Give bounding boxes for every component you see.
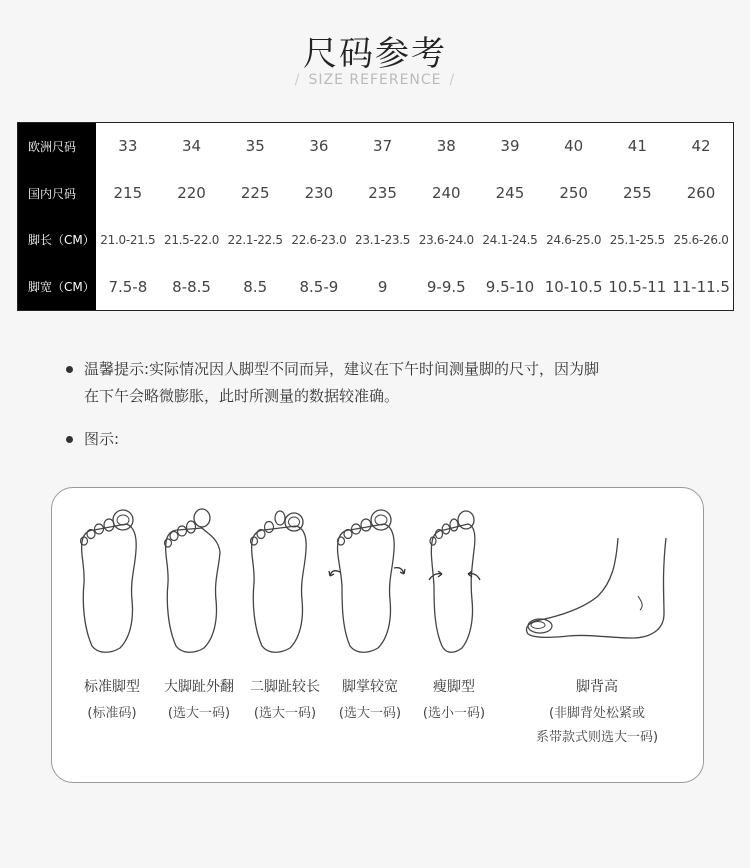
foot-type-label: 二脚趾较长: [250, 679, 320, 695]
table-cell: 230: [304, 184, 334, 203]
table-cell: 250: [559, 184, 588, 203]
table-cell: 260: [686, 184, 716, 203]
standard-foot-icon: [78, 508, 140, 654]
table-cell: 7.5-8: [108, 277, 148, 296]
warm-tip-line-1: 温馨提示:实际情况因人脚型不同而异，建议在下午时间测量脚的尺寸，因为脚: [84, 360, 600, 378]
table-cell: 10-10.5: [544, 277, 603, 296]
table-cell: 41: [627, 137, 647, 156]
row-label-length: 脚长（CM）: [28, 233, 95, 248]
table-cell: 22.6-23.0: [291, 232, 347, 247]
foot-type-advice-line-1: (非脚背处松紧或: [548, 706, 646, 721]
table-cell: 10.5-11: [608, 277, 667, 296]
subtitle-slash-left: /: [294, 72, 301, 88]
illustration-tip: [62, 426, 702, 453]
row-label-column: [18, 123, 96, 310]
subtitle-slash-right: /: [449, 72, 456, 88]
tips-section: [62, 356, 702, 453]
foot-type-advice: (选大一码): [253, 706, 317, 721]
page-subtitle: [0, 72, 750, 88]
slim-foot-icon: [424, 508, 486, 654]
foot-type-advice: (选大一码): [167, 706, 231, 721]
table-cell: 35: [245, 137, 265, 156]
foot-type-label: 脚掌较宽: [342, 679, 398, 695]
row-label-eu: 欧洲尺码: [28, 139, 77, 154]
row-width: [96, 263, 733, 310]
page-title: 尺码参考: [303, 34, 447, 74]
foot-type-advice: (选大一码): [338, 706, 402, 721]
table-cell: 23.6-24.0: [418, 232, 474, 247]
table-cell: 39: [500, 137, 520, 156]
high-instep-foot-icon: [520, 534, 670, 646]
foot-type-label: 标准脚型: [84, 679, 140, 695]
table-cell: 9-9.5: [426, 277, 466, 296]
warm-tip: [62, 356, 702, 410]
table-cell: 42: [691, 137, 711, 156]
foot-type-advice: (标准码): [87, 706, 137, 721]
foot-type-advice-line-2: 系带款式则选大一码): [535, 730, 659, 745]
table-cell: 25.6-26.0: [673, 232, 729, 247]
table-cell: 8-8.5: [172, 277, 211, 296]
table-cell: 245: [495, 184, 525, 203]
foot-type-advice: (选小一码): [422, 706, 486, 721]
row-label-cn: 国内尺码: [28, 186, 77, 201]
table-cell: 38: [436, 137, 456, 156]
size-grid: [96, 123, 733, 310]
foot-type-label: 脚背高: [576, 679, 618, 695]
bullet-icon: [66, 366, 73, 373]
row-length: [96, 217, 733, 264]
table-cell: 9: [377, 277, 388, 296]
row-label-width: 脚宽（CM）: [28, 280, 95, 295]
subtitle-text: SIZE REFERENCE: [308, 72, 442, 88]
table-cell: 235: [368, 184, 397, 203]
table-cell: 33: [118, 137, 138, 156]
table-cell: 8.5-9: [299, 277, 339, 296]
table-cell: 220: [177, 184, 206, 203]
table-cell: 24.6-25.0: [546, 232, 602, 247]
wide-forefoot-icon: [328, 508, 408, 654]
foot-type-diagram: [51, 487, 704, 783]
table-cell: 22.1-22.5: [227, 232, 283, 247]
table-cell: 40: [564, 137, 584, 156]
table-cell: 11-11.5: [672, 277, 730, 296]
table-cell: 24.1-24.5: [482, 232, 538, 247]
table-cell: 240: [431, 184, 461, 203]
foot-type-label: 大脚趾外翻: [164, 679, 234, 695]
long-second-toe-foot-icon: [248, 508, 310, 654]
table-cell: 255: [623, 184, 652, 203]
size-table: [17, 122, 734, 311]
table-cell: 21.5-22.0: [163, 232, 220, 247]
table-cell: 225: [240, 184, 270, 203]
table-cell: 23.1-23.5: [355, 232, 411, 247]
table-cell: 37: [373, 137, 393, 156]
foot-type-label: 瘦脚型: [433, 679, 475, 695]
row-eu: [96, 123, 733, 170]
table-cell: 25.1-25.5: [609, 232, 665, 247]
table-cell: 34: [181, 137, 202, 156]
bunion-foot-icon: [162, 508, 224, 654]
table-cell: 215: [113, 184, 143, 203]
warm-tip-line-2: 在下午会略微膨胀，此时所测量的数据较准确。: [84, 387, 400, 405]
table-cell: 9.5-10: [485, 277, 535, 296]
table-cell: 36: [309, 137, 329, 156]
illustration-label: 图示:: [84, 430, 120, 448]
row-cn: [96, 170, 733, 217]
table-cell: 8.5: [243, 277, 268, 296]
table-cell: 21.0-21.5: [100, 232, 156, 247]
bullet-icon: [66, 436, 73, 443]
